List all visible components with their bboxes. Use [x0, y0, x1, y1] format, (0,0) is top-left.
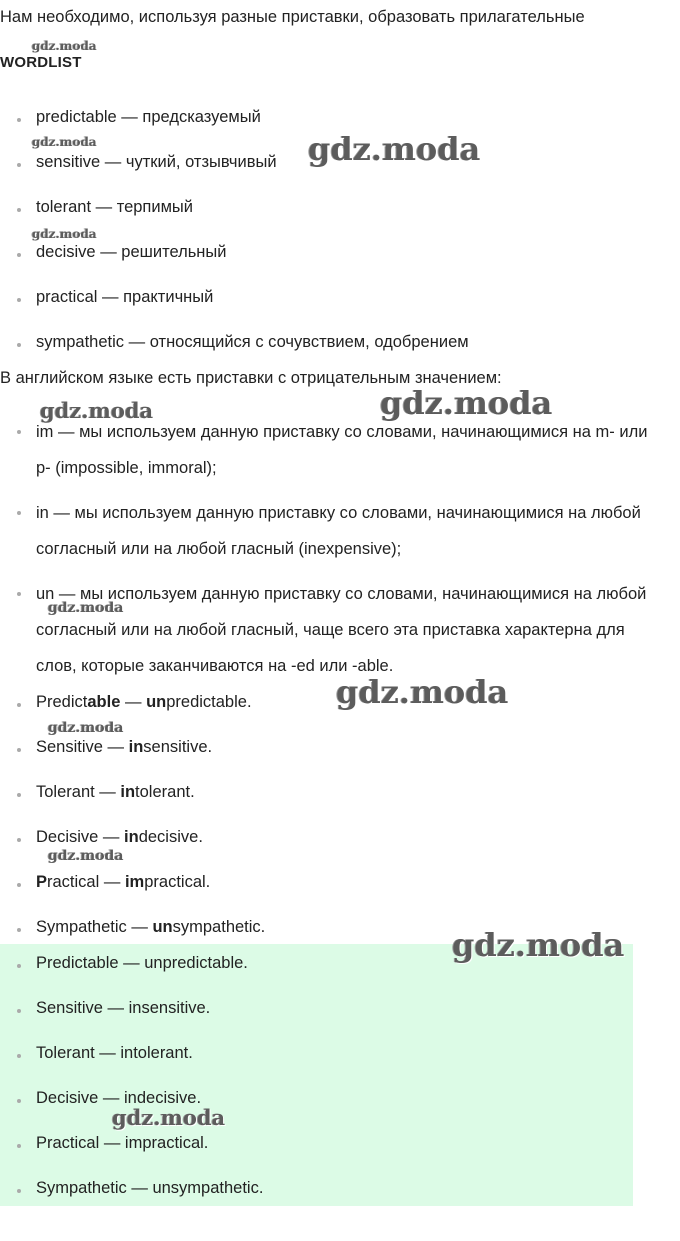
example-item: Practical — impractical. — [36, 873, 211, 891]
answer-item: Decisive — indecisive. — [36, 1089, 202, 1107]
answer-item: Sympathetic — unsympathetic. — [36, 1179, 264, 1197]
example-item: Predictable — unpredictable. — [36, 693, 252, 711]
watermark: gdz.moda — [48, 600, 124, 616]
prefix-rule-im: im — мы используем данную приставку со словами, начинающимися на m- или p- (impossible, immoral); — [36, 414, 666, 486]
watermark: gdz.moda — [308, 130, 481, 168]
intro-text: Нам необходимо, используя разные приставки, образовать прилагательные — [0, 8, 585, 26]
watermark: gdz.moda — [48, 848, 124, 864]
answer-item: Practical — impractical. — [36, 1134, 209, 1152]
watermark: gdz.moda — [112, 1105, 226, 1130]
wordlist-item: predictable — предсказуемый — [36, 108, 261, 126]
watermark: gdz.moda — [32, 227, 97, 241]
answer-item: Sensitive — insensitive. — [36, 999, 211, 1017]
wordlist-item: practical — практичный — [36, 288, 214, 306]
answer-box — [0, 944, 633, 1206]
watermark: gdz.moda — [40, 398, 154, 423]
example-item: Sensitive — insensitive. — [36, 738, 213, 756]
prefix-intro: В английском языке есть приставки с отрицательным значением: — [0, 369, 502, 387]
wordlist-item: decisive — решительный — [36, 243, 227, 261]
wordlist-item: tolerant — терпимый — [36, 198, 193, 216]
wordlist-heading: WORDLIST — [0, 54, 82, 71]
wordlist-item: sympathetic — относящийся с сочувствием, одобрением — [36, 333, 469, 351]
answer-item: Tolerant — intolerant. — [36, 1044, 193, 1062]
prefix-rule-in: in — мы используем данную приставку со словами, начинающимися на любой согласный или на любой гласный (inexpensive); — [36, 495, 666, 567]
watermark: gdz.moda — [380, 384, 553, 422]
watermark: gdz.moda — [32, 135, 97, 149]
watermark: gdz.moda — [32, 39, 97, 53]
example-item: Tolerant — intolerant. — [36, 783, 195, 801]
watermark: gdz.moda — [48, 720, 124, 736]
watermark: gdz.moda — [452, 926, 625, 964]
example-item: Decisive — indecisive. — [36, 828, 203, 846]
watermark: gdz.moda — [336, 673, 509, 711]
prefix-rule-un: un — мы используем данную приставку со словами, начинающимися на любой согласный или на любой гласный, чаще всего эта приставка характерна для слов, которые заканчиваются на -ed или -able. — [36, 576, 664, 684]
answer-item: Predictable — unpredictable. — [36, 954, 248, 972]
wordlist-item: sensitive — чуткий, отзывчивый — [36, 153, 277, 171]
example-item: Sympathetic — unsympathetic. — [36, 918, 266, 936]
